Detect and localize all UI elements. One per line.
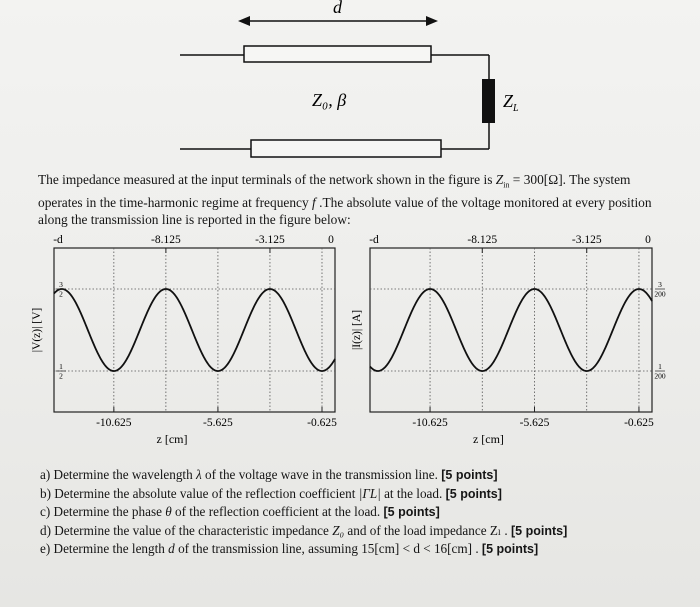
y-tick-label bbox=[654, 362, 666, 381]
bottom-tick-label: -0.625 bbox=[624, 417, 654, 429]
y-tick-label bbox=[56, 362, 66, 381]
question-points: [5 points] bbox=[445, 486, 502, 501]
zin-value: = 300[Ω] bbox=[509, 172, 563, 187]
question-text: b) Determine the absolute value of the reflection coefficient bbox=[40, 485, 359, 501]
question-item bbox=[40, 522, 690, 541]
question-text: d) Determine the value of the characteristic impedance bbox=[40, 522, 333, 538]
bottom-tick-label: -5.625 bbox=[519, 417, 550, 429]
top-conductor bbox=[180, 46, 489, 79]
y-tick-denominator: 200 bbox=[654, 371, 666, 381]
question-symbol: |ΓL| bbox=[358, 485, 381, 501]
question-item bbox=[40, 540, 690, 559]
question-item bbox=[40, 485, 690, 504]
plot-frame bbox=[54, 248, 335, 412]
y-tick-numerator: 1 bbox=[59, 362, 63, 371]
top-tick-label: -d bbox=[53, 234, 63, 246]
question-text: c) Determine the phase bbox=[40, 504, 166, 520]
top-tick-label: 0 bbox=[645, 234, 651, 246]
load-label: $Z_L$ bbox=[503, 91, 519, 114]
magnitude-curve bbox=[370, 289, 652, 371]
y-tick-label bbox=[654, 280, 666, 299]
transmission-line-figure bbox=[0, 0, 700, 175]
question-list bbox=[40, 466, 690, 559]
y-axis-label: |V(z)| [V] bbox=[31, 307, 43, 353]
plot-frame bbox=[370, 248, 652, 412]
x-axis-label: z [cm] bbox=[472, 432, 504, 446]
y-tick-numerator: 3 bbox=[59, 280, 63, 289]
intro-text-3: .The absolute value of the voltage monitored at every position along the transmission line is reported in the figure below: bbox=[38, 194, 652, 227]
bottom-tick-label: -10.625 bbox=[412, 417, 448, 429]
line-parameters: Z₀, β bbox=[312, 90, 347, 110]
current-magnitude-plot bbox=[350, 230, 680, 452]
top-tick-label: -8.125 bbox=[151, 234, 181, 246]
bottom-tick-label: -10.625 bbox=[96, 417, 132, 429]
question-text-end: and of the load impedance Zₗ . bbox=[344, 522, 511, 538]
question-symbol: θ bbox=[165, 504, 172, 520]
magnitude-curve bbox=[54, 289, 335, 371]
y-tick-denominator: 200 bbox=[654, 289, 666, 299]
question-text: e) Determine the length bbox=[40, 541, 169, 557]
question-text-end: of the reflection coefficient at the load. bbox=[171, 504, 384, 520]
question-symbol: d bbox=[168, 541, 175, 557]
x-axis-label: z [cm] bbox=[156, 432, 188, 446]
y-tick-denominator: 2 bbox=[59, 289, 63, 299]
frequency-symbol: f bbox=[312, 194, 316, 210]
question-symbol: λ bbox=[195, 467, 202, 482]
intro-text-1: The impedance measured at the input terminals of the network shown in the figure is bbox=[38, 172, 496, 187]
question-item bbox=[40, 466, 690, 485]
length-arrow bbox=[238, 16, 438, 26]
y-tick-numerator: 3 bbox=[658, 280, 662, 289]
top-tick-label: -d bbox=[369, 234, 379, 246]
load-impedance bbox=[482, 79, 495, 123]
question-text-end: of the voltage wave in the transmission line. bbox=[201, 467, 442, 482]
question-points: [5 points] bbox=[511, 523, 568, 538]
y-tick-numerator: 1 bbox=[658, 362, 662, 371]
y-tick-denominator: 2 bbox=[59, 371, 63, 381]
zin-subscript: in bbox=[503, 180, 510, 190]
zin-symbol: Z bbox=[495, 172, 504, 187]
top-tick-label: -3.125 bbox=[255, 234, 285, 246]
bottom-tick-label: -0.625 bbox=[307, 417, 337, 429]
question-text: a) Determine the wavelength bbox=[40, 467, 196, 482]
y-axis-label: |I(z)| [A] bbox=[351, 309, 363, 351]
question-points: [5 points] bbox=[441, 468, 498, 482]
question-symbol: Z₀ bbox=[332, 522, 345, 538]
y-tick-label bbox=[56, 280, 66, 299]
top-tick-label: -3.125 bbox=[571, 234, 602, 246]
question-points: [5 points] bbox=[383, 505, 440, 520]
question-text-end: of the transmission line, assuming 15[cm] < d < 16[cm] . bbox=[174, 541, 482, 557]
length-label: d bbox=[333, 0, 342, 17]
voltage-magnitude-plot bbox=[30, 230, 350, 452]
bottom-tick-label: -5.625 bbox=[203, 417, 233, 429]
bottom-conductor bbox=[180, 123, 489, 157]
top-tick-label: -8.125 bbox=[467, 234, 498, 246]
top-tick-label: 0 bbox=[328, 234, 334, 246]
question-text-end: at the load. bbox=[380, 485, 446, 501]
intro-text-2: . The system operates in the time-harmonic regime at frequency bbox=[38, 172, 631, 210]
problem-statement bbox=[38, 171, 678, 228]
question-item bbox=[40, 503, 690, 522]
question-points: [5 points] bbox=[481, 542, 539, 557]
